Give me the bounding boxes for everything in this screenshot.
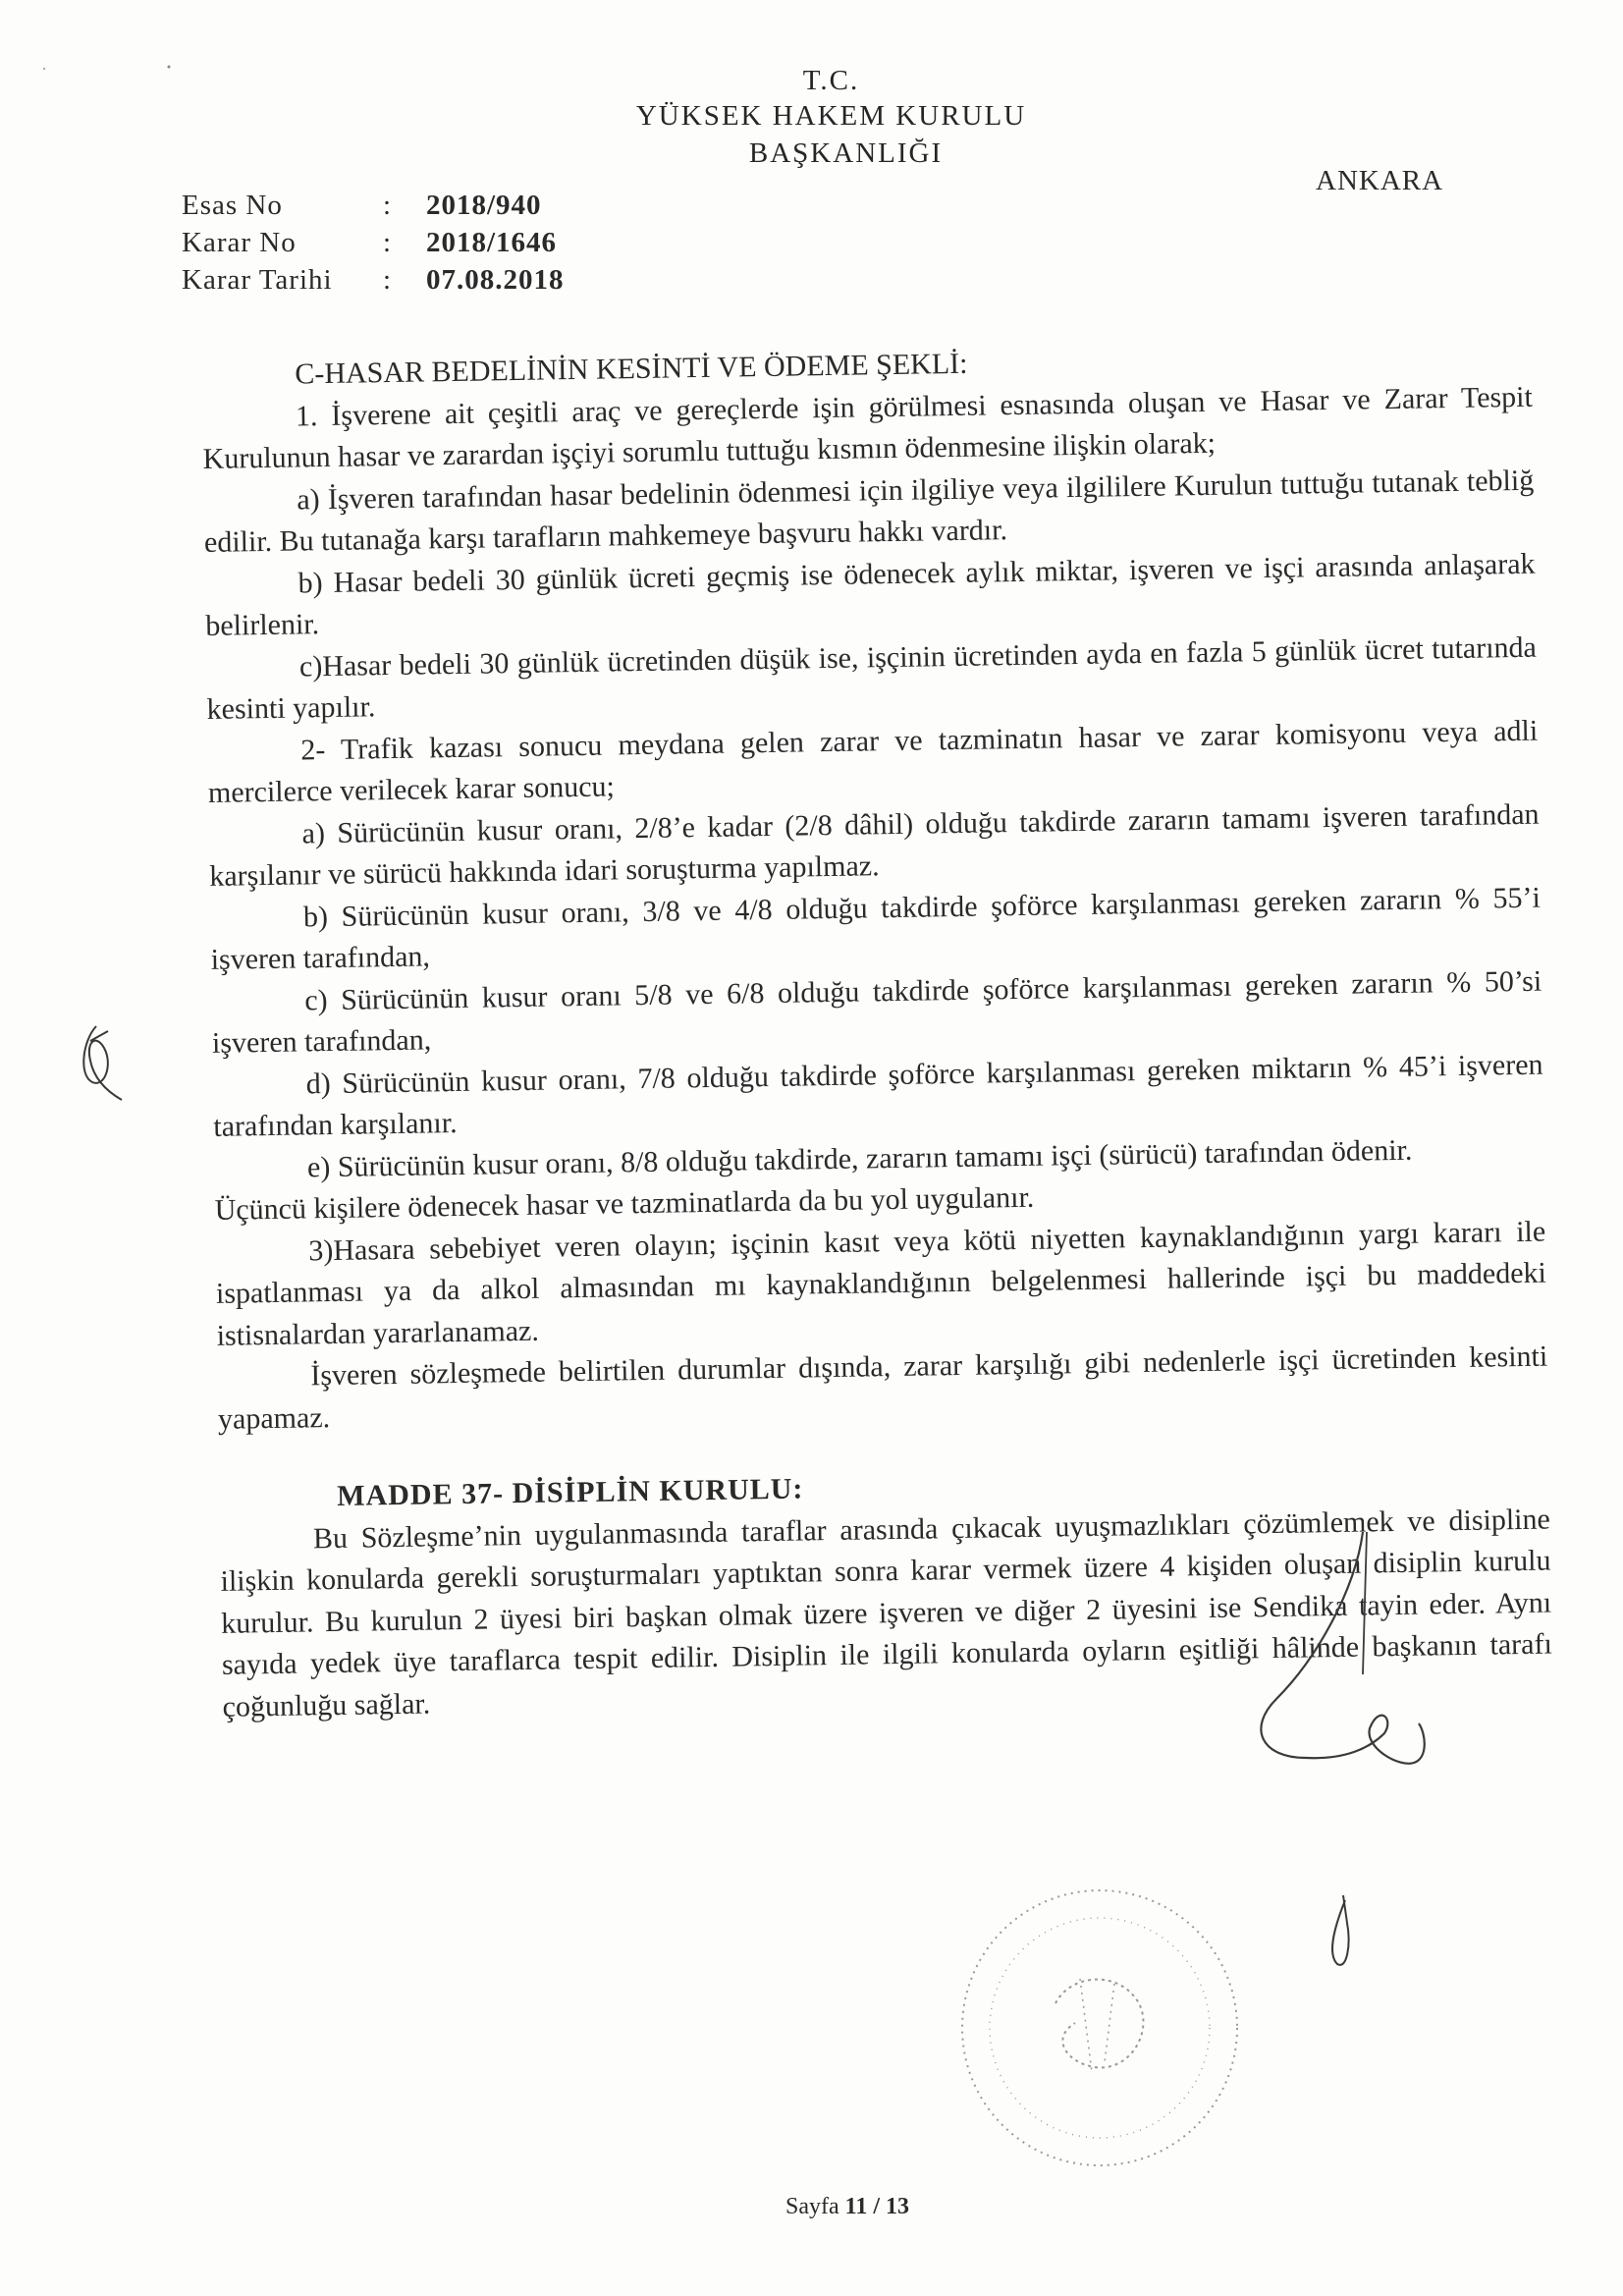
margin-initial-mark [83,1026,122,1100]
paragraph-fault-rate-b: b) Sürücünün kusur oranı, 3/8 ve 4/8 olduğu takdirde şoförce karşılanması gereken zararın % 55’i işveren tarafından, [210,881,1542,976]
decision-date-separator: : [383,264,392,296]
header-board-name: YÜKSEK HAKEM KURULU [635,100,1027,132]
decision-number-value: 2018/1646 [426,227,558,258]
paragraph-fault-rate-c: c) Sürücünün kusur oranı 5/8 ve 6/8 olduğu takdirde şoförce karşılanması gereken zararın % 50’si işveren tarafından, [211,964,1542,1060]
paragraph-report-notification: a) İşveren tarafından hasar bedelinin ödenmesi için ilgiliye veya ilgililere Kurulun tuttuğu tutanak tebliğ edilir. Bu tutanağa karşı tarafların mahkemeye başvuru hakkı vardır. [203,464,1535,559]
decision-date-value: 07.08.2018 [426,264,565,296]
file-number-label: Esas No [182,190,283,221]
file-number-value: 2018/940 [426,190,542,221]
paragraph-traffic-accident: 2- Trafik kazası sonucu meydana gelen zarar ve tazminatın hasar ve zarar komisyonu veya adli mercilerce verilecek karar sonucu; [207,714,1539,809]
paragraph-fault-rate-e: e) Sürücünün kusur oranı, 8/8 olduğu takdirde, zararın tamamı işçi (sürücü) tarafından ödenir. [306,1133,1413,1183]
article-title: MADDE 37- DİSİPLİN KURULU: [337,1472,804,1512]
header-country: T.C. [802,65,860,96]
decision-number-label: Karar No [182,227,297,258]
header-city: ANKARA [1316,165,1444,196]
pen-stroke-mark [1332,1895,1349,1965]
page-number-label: Sayfa [785,2194,839,2219]
paragraph-exceptions: 3)Hasara sebebiyet veren olayın; işçinin kasıt veya kötü niyetten kaynaklandığının yargı kararı ile ispatlanması ya da alkol almasından mı kaynaklandığının belgelenmesi hallerinde işçi bu maddedeki istisnalardan yararlanamaz. [215,1215,1547,1352]
paragraph-no-deduction: İşveren sözleşmede belirtilen durumlar dışında, zarar karşılığı gibi nedenlerle işçi ücretinden kesinti yapamaz. [217,1339,1548,1436]
header-office: BAŞKANLIĞI [748,137,944,169]
paragraph-monthly-amount: b) Hasar bedeli 30 günlük ücreti geçmiş ise ödenecek aylık miktar, işveren ve işçi arasında anlaşarak belirlenir. [205,547,1536,642]
page-number-separator: / [873,2194,881,2219]
paragraph-fault-rate-d: d) Sürücünün kusur oranı, 7/8 olduğu takdirde şoförce karşılanması gereken miktarın % 45’i işveren tarafından karşılanır. [213,1048,1543,1143]
paragraph-third-parties: Üçüncü kişilere ödenecek hasar ve tazminatlarda da bu yol uygulanır. [214,1180,1035,1227]
paragraph-fault-rate-a: a) Sürücünün kusur oranı, 2/8’e kadar (2/8 dâhil) olduğu takdirde zararın tamamı işveren tarafından karşılanır ve sürücü hakkında idari soruşturma yapılmaz. [209,797,1540,893]
decision-number-separator: : [383,227,392,258]
paragraph-disciplinary-board: Bu Sözleşme’nin uygulanmasında taraflar arasında çıkacak uyuşmazlıkları çözümlemek ve disipline ilişkin konularda gerekli soruşturmaları yaptıktan sonra karar vermek üzere 4 kişiden oluşan disiplin kurulu kurulur. Bu kurulun 2 üyesi biri başkan olmak üzere işveren ve diğer 2 üyesini ise Sendika tayin eder. Aynı sayıda yedek üye taraflarca tespit edilir. Disiplin ile ilgili konularda oyların eşitliği hâlinde başkanın tarafı çoğunluğu sağlar. [220,1503,1553,1723]
paragraph-damage-liability: 1. İşverene ait çeşitli araç ve gereçlerde işin görülmesi esnasında oluşan ve Hasar ve Zarar Tespit Kurulunun hasar ve zarardan işçiyi sorumlu tuttuğu kısmın ödenmesine ilişkin olarak; [202,380,1534,475]
page-number-current: 11 [844,2194,868,2219]
decision-date-label: Karar Tarihi [182,264,333,296]
round-stamp [962,1890,1237,2165]
paragraph-wage-deduction: c)Hasar bedeli 30 günlük ücretinden düşük ise, işçinin ücretinden ayda en fazla 5 günlük ücret tutarında kesinti yapılır. [206,630,1538,726]
scan-dot [168,66,171,69]
page-number-total: 13 [886,2194,910,2219]
signature-mark [1261,1532,1424,1764]
section-title: C-HASAR BEDELİNİN KESİNTİ VE ÖDEME ŞEKLİ: [295,347,968,391]
scan-dot [43,68,45,70]
file-number-separator: : [383,190,392,221]
